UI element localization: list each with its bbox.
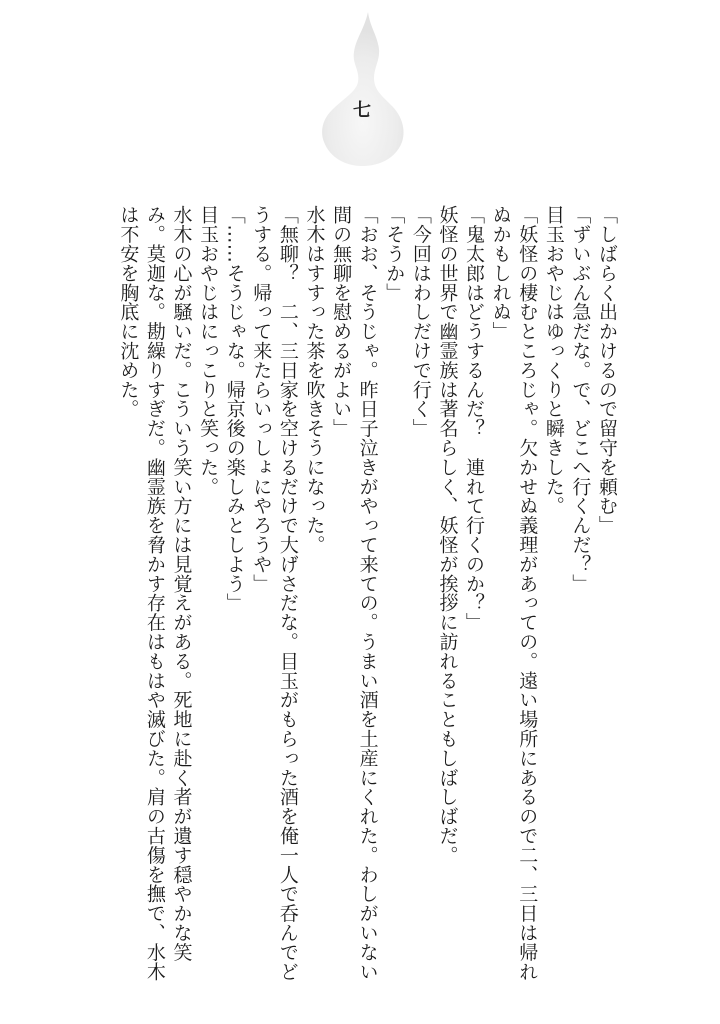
text-line: 「無聊？ 二、三日家を空けるだけで大げさだな。目玉がもらった酒を俺一人で呑んでどうする。帰って来たらいっしょにやろうや」 — [250, 205, 299, 981]
text-line: 「ずいぶん急だな。で、どこへ行くんだ？」 — [569, 205, 592, 593]
text-line: 「そうか」 — [383, 205, 406, 302]
text-line: 「今回はわしだけで行く」 — [409, 205, 432, 438]
chapter-header — [0, 0, 720, 175]
flame-shape — [322, 12, 403, 166]
text-line: 水木はすすった茶を吹きそうになった。 — [303, 205, 326, 555]
text-line: 「……そうじゃな。帰京後の楽しみとしよう」 — [223, 205, 246, 613]
spirit-flame-icon — [320, 8, 404, 168]
text-line: 目玉おやじはゆっくりと瞬きした。 — [542, 205, 565, 516]
text-line: 水木の心が騒いだ。こういう笑い方には見覚えがある。死地に赴く者が遺す穏やかな笑み。莫迦な。勘繰りすぎだ。幽霊族を脅かす存在はもはや滅びた。肩の古傷を撫で、水木は不安を胸底に沈めた。 — [117, 205, 193, 981]
text-line: 「妖怪の棲むところじゃ。欠かせぬ義理があっての。遠い場所にあるので二、三日は帰れぬかもしれぬ」 — [489, 205, 539, 981]
text-line: 「しばらく出かけるので留守を頼む」 — [596, 205, 618, 535]
text-line: 妖怪の世界で幽霊族は著名らしく、妖怪が挨拶に訪れることもしばしばだ。 — [436, 205, 459, 865]
text-line: 目玉おやじはにっこりと笑った。 — [197, 205, 220, 496]
chapter-number: 七 — [353, 100, 371, 121]
text-line: 「鬼太郎はどうするんだ？ 連れて行くのか？」 — [463, 205, 486, 632]
novel-text-body — [115, 205, 620, 985]
text-line: 「おお、そうじゃ。昨日子泣きがやって来ての。うまい酒を土産にくれた。わしがいない間の無聊を慰めるがよい」 — [330, 205, 379, 981]
